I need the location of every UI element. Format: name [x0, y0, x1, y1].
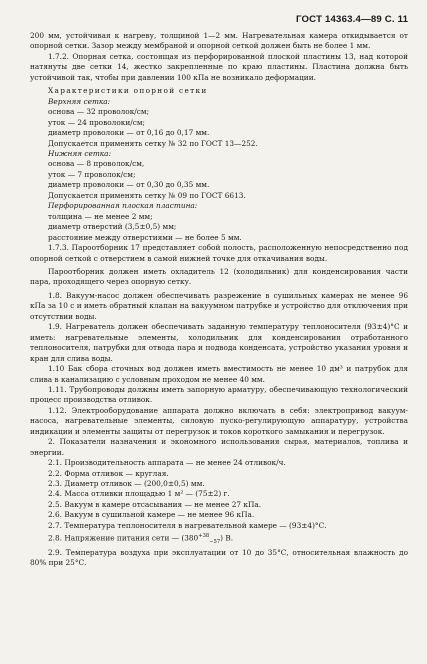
section-2-heading: 2. Показатели назначения и экономного использования сырья, материалов, топлива и энергии.: [30, 437, 408, 457]
paragraph-2-9: 2.9. Температура воздуха при эксплуатации от 10 до 35°С, относительная влажность до 80% при 25°С.: [30, 547, 408, 568]
spec-item: 2.5. Вакуум в камере отсасывания — не менее 27 кПа.: [48, 499, 262, 509]
paragraph-1-7-2: 1.7.2. Опорная сетка, состоящая из перфорированной плоской пластины 13, над которой натянуты две сетки 14, жестко закрепленные по краю пластины. Пластина должна быть устойчивой так, чтобы при давлении 100 кПа не возникало деформации.: [30, 51, 408, 82]
paragraph-1-9: 1.9. Нагреватель должен обеспечивать заданную температуру теплоносителя (93±4)°С и иметь: нагревательные элементы, холодильник для конденсирования отработанного теплоносителя, патрубки для отвода пара и подвода конденсата, устройство указания уровня и кран для слива воды.: [30, 322, 408, 363]
spec-item-voltage: [30, 531, 408, 547]
list-item: диаметр проволоки — от 0,16 до 0,17 мм.: [48, 128, 210, 138]
paragraph-1-8: 1.8. Вакуум-насос должен обеспечивать разрежение в сушильных камерах не менее 96 кПа за 10 с и иметь обратный клапан на вакуумном патрубке и устройство для отключения при отсутствии воды.: [30, 290, 408, 321]
paragraph-steam-collector: Пароотборник должен иметь охладитель 12 (холодильник) для конденсирования части пара, проходящего через опорную сетку.: [30, 266, 408, 287]
page-header: ГОСТ 14363.4—89 С. 11: [296, 14, 409, 25]
paragraph-1-11: 1.11. Трубопроводы должны иметь запорную арматуру, обеспечивающую технологический процесс производства отливок.: [30, 384, 408, 405]
paragraph-membrane: 200 мм, устойчивая к нагреву, толщиной 1—2 мм. Нагревательная камера откидывается от опорной сетки. Зазор между мембраной и опорной сеткой должен быть не более 1 мм.: [30, 31, 408, 51]
voltage-tolerance-upper: +38: [198, 533, 210, 540]
list-item: Допускается применять сетку № 32 по ГОСТ 13—252.: [48, 138, 258, 148]
voltage-unit: ) В.: [220, 533, 234, 543]
lower-mesh-heading: Нижняя сетка:: [48, 148, 112, 158]
document-body: [30, 31, 408, 569]
list-item: диаметр проволоки — от 0,30 до 0,35 мм.: [48, 180, 210, 190]
spec-item: 2.7. Температура теплоносителя в нагревательной камере — (93±4)°С.: [48, 520, 327, 530]
spec-item: 2.6. Вакуум в сушильной камере — не менее 96 кПа.: [48, 510, 255, 520]
paragraph-1-12: 1.12. Электрооборудование аппарата должно включать в себя: электропривод вакуум-насоса, нагревательные элементы, силовую пуско-регулирующую аппаратуру, устройства индикации и элементы защиты от перегрузок и токов короткого замыкания и перегрузок.: [30, 405, 408, 436]
list-item: основа — 32 проволок/см;: [48, 107, 150, 117]
section-heading-mesh: Характеристики опорной сетки: [48, 86, 208, 96]
voltage-text: 2.8. Напряжение питания сети — (380: [48, 533, 199, 543]
upper-mesh-heading: Верхняя сетка:: [48, 96, 111, 106]
plate-heading: Перфорированная плоская пластина:: [48, 201, 198, 211]
list-item: толщина — не менее 2 мм;: [48, 211, 153, 221]
spec-item: 2.4. Масса отливки площадью 1 м² — (75±2) г.: [48, 489, 230, 499]
spec-item: 2.3. Диаметр отливок — (200,0±0,5) мм.: [48, 479, 205, 489]
paragraph-1-10: 1.10 Бак сбора сточных вод должен иметь вместимость не менее 10 дм³ и патрубок для слива в канализацию с условным проходом не менее 40 мм.: [30, 364, 408, 384]
list-item: Допускается применять сетку № 09 по ГОСТ 6613.: [48, 190, 246, 200]
paragraph-1-7-3: 1.7.3. Пароотборник 17 представляет собой полость, расположенную непосредственно под опорной сеткой с отверстием в самой нижней точке для откачивания воды.: [30, 243, 408, 263]
spec-item: 2.2. Форма отливок — круглая.: [48, 468, 169, 478]
list-item: основа — 8 проволок/см,: [48, 159, 145, 169]
list-item: расстояние между отверстиями — не более 5 мм.: [48, 232, 242, 242]
spec-item: 2.1. Производительность аппарата — не менее 24 отливок/ч.: [48, 458, 286, 468]
list-item: уток — 24 проволоки/см;: [48, 117, 146, 127]
list-item: диаметр отверстий (3,5±0,5) мм;: [48, 222, 177, 232]
list-item: уток — 7 проволок/см;: [48, 169, 136, 179]
voltage-tolerance-lower: −57: [209, 539, 221, 546]
